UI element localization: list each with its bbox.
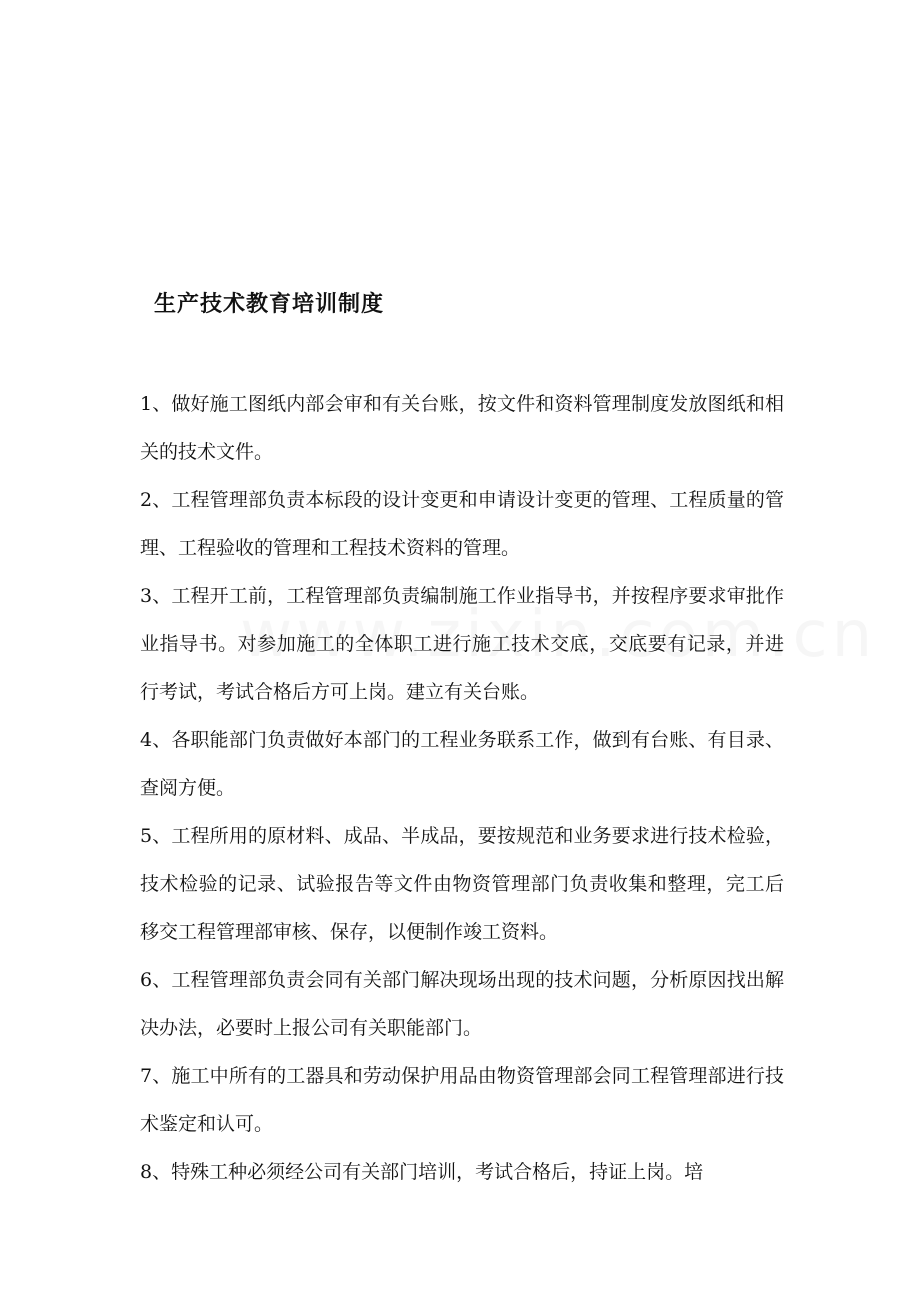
clause-3: 3、工程开工前，工程管理部负责编制施工作业指导书，并按程序要求审批作业指导书。对参加施工的全体职工进行施工技术交底，交底要有记录，并进行考试，考试合格后方可上岗。建立有关台账。 (140, 585, 784, 703)
clause-5: 5、工程所用的原材料、成品、半成品，要按规范和业务要求进行技术检验，技术检验的记录、试验报告等文件由物资管理部门负责收集和整理，完工后移交工程管理部审核、保存，以便制作竣工资料。 (140, 825, 784, 943)
clause-list (140, 380, 784, 1196)
clause-7: 7、施工中所有的工器具和劳动保护用品由物资管理部会同工程管理部进行技术鉴定和认可。 (140, 1065, 784, 1135)
clause-2: 2、工程管理部负责本标段的设计变更和申请设计变更的管理、工程质量的管理、工程验收的管理和工程技术资料的管理。 (140, 489, 784, 559)
clause-4: 4、各职能部门负责做好本部门的工程业务联系工作，做到有台账、有目录、查阅方便。 (140, 729, 784, 799)
document-title: 生产技术教育培训制度 (154, 292, 385, 317)
clause-8: 8、特殊工种必须经公司有关部门培训，考试合格后，持证上岗。培 (140, 1161, 704, 1183)
clause-6: 6、工程管理部负责会同有关部门解决现场出现的技术问题，分析原因找出解决办法，必要时上报公司有关职能部门。 (140, 969, 784, 1039)
clause-1: 1、做好施工图纸内部会审和有关台账，按文件和资料管理制度发放图纸和相关的技术文件。 (140, 393, 784, 463)
